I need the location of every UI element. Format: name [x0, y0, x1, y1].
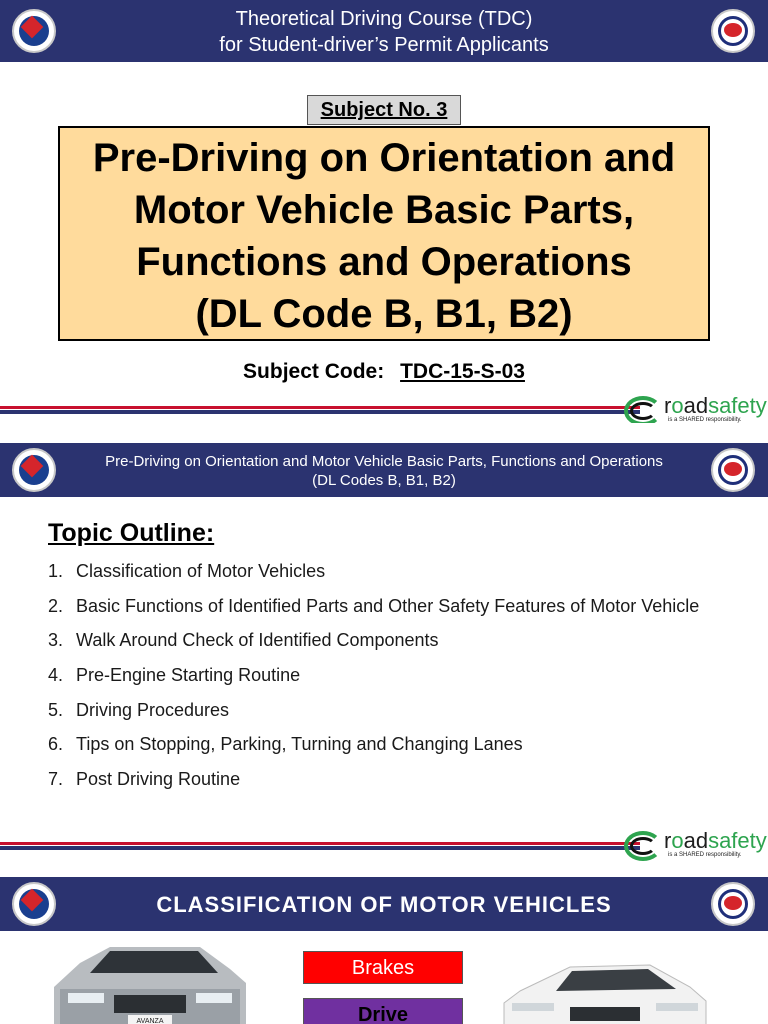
topic-outline-heading: Topic Outline: [48, 519, 215, 547]
car-plate: AVANZA [136, 1018, 164, 1024]
roadsafety-logo: roadsafety is a SHARED responsibility. [624, 390, 766, 423]
footer-stripe-blue [0, 410, 640, 414]
header-line-2: (DL Codes B, B1, B2) [312, 472, 456, 489]
header-line-1: Pre-Driving on Orientation and Motor Vehicle Basic Parts, Functions and Operations [105, 453, 663, 470]
slide-2-header-band [0, 443, 768, 497]
subject-title [58, 126, 710, 341]
brakes-label: Brakes [303, 951, 463, 984]
footer-stripe-blue [0, 846, 640, 850]
title-line-3: Functions and Operations [136, 240, 632, 284]
sedan-car-image [500, 957, 710, 1024]
roadsafety-tagline: is a SHARED responsibility. [668, 417, 742, 423]
subject-code [0, 360, 768, 384]
roadsafety-logo: roadsafety is a SHARED responsibility. [624, 825, 766, 865]
footer-stripe-red [0, 406, 640, 409]
drive-label: Drive [303, 998, 463, 1024]
lto-seal-icon [711, 9, 755, 53]
list-item: 6. Tips on Stopping, Parking, Turning and Changing Lanes [48, 734, 523, 755]
roadsafety-tagline: is a SHARED responsibility. [668, 852, 742, 858]
list-item: 5. Driving Procedures [48, 699, 230, 720]
slide-1-header-band [0, 0, 768, 62]
slide-2-header-title [0, 452, 768, 490]
lto-seal-icon [711, 882, 755, 926]
header-line-1: Theoretical Driving Course (TDC) [235, 8, 533, 30]
slide-2 [0, 443, 768, 867]
title-line-4: (DL Code B, B1, B2) [195, 292, 573, 336]
subject-code-value: TDC-15-S-03 [400, 360, 525, 383]
title-line-2: Motor Vehicle Basic Parts, [133, 188, 635, 232]
slide-3-header-band [0, 877, 768, 931]
list-item: 7. Post Driving Routine [48, 769, 241, 790]
list-item: 3. Walk Around Check of Identified Components [48, 630, 439, 651]
slide-1-header-title [0, 6, 768, 58]
lto-seal-icon [711, 448, 755, 492]
slide-3-header-title: CLASSIFICATION OF MOTOR VEHICLES [156, 892, 612, 917]
title-line-1: Pre-Driving on Orientation and [92, 136, 676, 180]
mpv-car-image [50, 943, 250, 1024]
list-item: 2. Basic Functions of Identified Parts and Other Safety Features of Motor Vehicle [48, 595, 700, 616]
subject-number: Subject No. 3 [307, 95, 461, 125]
header-line-2: for Student-driver’s Permit Applicants [219, 34, 549, 56]
list-item: 1. Classification of Motor Vehicles [48, 561, 326, 581]
topic-outline-list [48, 559, 699, 802]
list-item: 4. Pre-Engine Starting Routine [48, 665, 301, 686]
footer-stripe-red [0, 842, 640, 845]
slide-1 [0, 0, 768, 423]
slide-3 [0, 877, 768, 1024]
subject-code-label: Subject Code: [243, 360, 385, 383]
